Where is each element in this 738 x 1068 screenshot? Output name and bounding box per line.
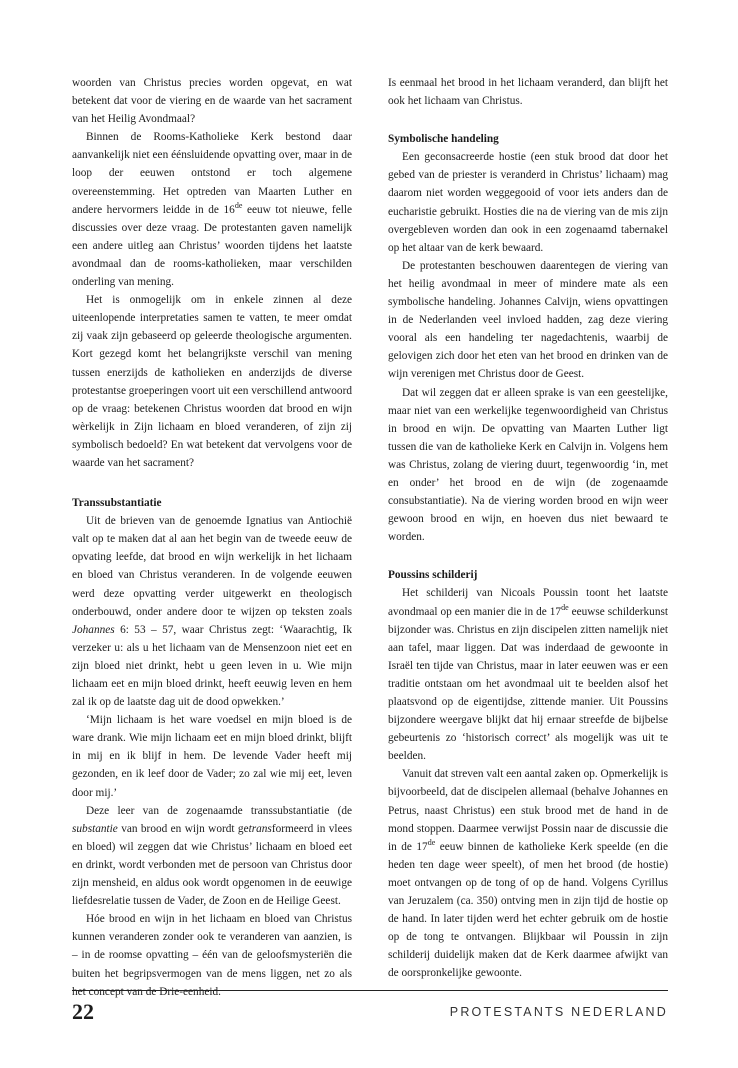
superscript: de xyxy=(234,200,243,210)
left-column xyxy=(72,74,352,1001)
text-run: eeuw tot nieuwe, felle discussies over deze vraag. De protestanten gaven namelijk een andere uitleg aan Christus’ woorden tijdens het laatste avondmaal dan de rooms-katholieken, maar verschilden onderling van mening. xyxy=(72,203,353,289)
paragraph xyxy=(72,802,352,911)
paragraph: Dat wil zeggen dat er alleen sprake is van een geestelijke, maar niet van een werkelijke tegenwoordigheid van Christus in brood en wijn. De opvatting van Maarten Luther ligt tussen die van de katholieke Kerk en Calvijn in. Volgens hem was Christus, zolang de viering duurt, tegenwoordig ‘in, met en onder’ het brood en de wijn (de zogenaamde consubstantiatie). Na de viering worden brood en wijn weer gewoon brood en wijn, en hoeven dus niet bewaard te worden. xyxy=(388,386,668,544)
page-number: 22 xyxy=(72,999,94,1024)
italic-term: substantie xyxy=(72,822,118,835)
text-run: Binnen de Rooms-Katholieke Kerk bestond daar aanvankelijk niet een éénsluidende opvatting over, maar in de loop der eeuwen ontstond er toch algemene overeenstemming. Het optreden van Maarten Luther en andere hervormers leidde in de 16 xyxy=(72,131,352,216)
section-heading: Symbolische handeling xyxy=(388,133,499,146)
section-heading: Transsubstantiatie xyxy=(72,497,162,510)
text-run: Uit de brieven van de genoemde Ignatius van Antiochië valt op te maken dat al aan het begin van de tweede eeuw de opvating leefde, dat brood en wijn werkelijk in het lichaam en bloed van Christus veranderen. In de volgende eeuwen werd deze opvatting verder uitgewerkt en theologisch onderbouwd, onder andere door te wijzen op teksten zoals xyxy=(72,515,352,618)
footer-rule xyxy=(72,990,668,991)
paragraph: woorden van Christus precies worden opgevat, en wat betekent dat voor de viering en de waarde van het sacrament van het Heilig Avondmaal? xyxy=(72,77,352,126)
paragraph xyxy=(388,765,668,982)
text-run: van brood en wijn wordt ge xyxy=(117,822,249,835)
text-run: eeuwse schilderkunst bijzonder was. Christus en zijn discipelen zitten namelijk niet aan tafel, maar liggen. Dat was inderdaad de gewoonte in Israël ten tijde van Christus, maar in later eeuwen was er een traditie ontstaan om het avondmaal uit te beelden alsof het plaatsvond op de eigentijdse, zittende manier. Uit Poussins bijzondere weergave blijkt dat hij ernaar streefde de bijbelse gebeurtenis zo ‘historisch correct’ als mogelijk was uit te beelden. xyxy=(388,605,668,763)
right-column xyxy=(388,74,668,983)
paragraph xyxy=(388,584,668,765)
publication-name: PROTESTANTS NEDERLAND xyxy=(449,1005,668,1019)
text-run: eeuw binnen de katholieke Kerk speelde (en die heden ten dage weer speelt), of men het brood (de hostie) moet ontvangen op de tong of op de hand. Volgens Cyrillus van Jeruzalem (ca. 350) ontving men in zijn tijd de hostie op de hand. In later tijden werd het echter gebruik om de hostie op de tong te ontvangen. Blijkbaar wil Poussin in zijn schilderij duidelijk maken dat de Kerk daarmee afwijkt van de oorspronkelijke gewoonte. xyxy=(388,840,668,980)
paragraph: Is eenmaal het brood in het lichaam veranderd, dan blijft het ook het lichaam van Christus. xyxy=(388,77,668,108)
paragraph: Een geconsacreerde hostie (een stuk brood dat door het gebed van de priester is veranderd in Christus’ lichaam) mag daarom niet worden weggegooid of voor iets anders dan de eucharistie gebruikt. Hosties die na de viering van de mis zijn overgebleven worden dan ook in een zogenaamd tabernakel op het altaar van de kerk bewaard. xyxy=(388,151,668,254)
paragraph: Het is onmogelijk om in enkele zinnen al deze uiteenlopende interpretaties samen te vatten, te meer omdat zij vaak zijn gebaseerd op geleerde theologische argumenten. Kort gezegd komt het belangrijkste verschil van mening tussen enerzijds de katholieken en anderzijds de diverse protestantse groeperingen voort uit een verschillend antwoord op de vraag: betekenen Christus woorden dat brood en wijn wèrkelijk in Zijn lichaam en bloed veranderen, of zijn zij symbolisch bedoeld? En wat betekent dat vervolgens voor de waarde van het sacrament? xyxy=(72,294,352,469)
superscript: de xyxy=(427,837,436,847)
text-run: formeerd in vlees en bloed) wil zeggen dat wie Christus’ lichaam en bloed eet en drinkt, wordt verbonden met de persoon van Christus door zijn mensheid, en aldus ook wordt opgenomen in de eeuwige liefdesrelatie tussen de Vader, de Zoon en de Heilige Geest. xyxy=(72,822,352,908)
italic-reference: Johannes xyxy=(72,623,115,636)
italic-term: trans xyxy=(248,822,272,835)
paragraph xyxy=(72,128,352,291)
text-run: 6: 53 – 57, waar Christus zegt: ‘Waarachtig, Ik verzeker u: als u het lichaam van de Mensenzoon niet eet en zijn bloed niet drinkt, hebt u geen leven in u. Wie mijn lichaam eet en mijn bloed drinkt, heeft eeuwig leven en hem zal ik op de laatste dag uit de dood opwekken.’ xyxy=(72,623,352,709)
paragraph: ‘Mijn lichaam is het ware voedsel en mijn bloed is de ware drank. Wie mijn lichaam eet en mijn bloed drinkt, blijft in mij en ik blijf in hem. De levende Vader heeft mij gezonden, en ik leef door de Vader; zo zal wie mij eet, leven door mij.’ xyxy=(72,714,352,799)
paragraph: Hóe brood en wijn in het lichaam en bloed van Christus kunnen veranderen zonder ook te veranderen van aanzien, is – in de roomse opvatting – één van de geloofsmysteriën die buiten het begripsvermogen van de mens liggen, net zo als het concept van de Drie-eenheid. xyxy=(72,913,352,998)
text-run: Deze leer van de zogenaamde transsubstantiatie (de xyxy=(86,804,352,817)
superscript: de xyxy=(561,602,569,612)
paragraph: De protestanten beschouwen daarentegen de viering van het heilig avondmaal in meer of mindere mate als een symbolische handeling. Johannes Calvijn, wiens opvattingen in de Nederlanden veel invloed hadden, zag deze viering vooral als een handeling ter nagedachtenis, waarbij de gelovigen zich door het eten van het brood en drinken van de wijn verenigen met Christus door de Geest. xyxy=(388,259,668,381)
text-run: Het schilderij van Nicoals Poussin toont het laatste avondmaal op een manier die in de 17 xyxy=(388,587,668,618)
paragraph xyxy=(72,512,352,711)
section-heading: Poussins schilderij xyxy=(388,569,478,582)
text-run: Vanuit dat streven valt een aantal zaken op. Opmerkelijk is bijvoorbeeld, dat de discipelen allemaal (behalve Johannes en Petrus, naast Christus) een stuk brood met de hand in de mond stoppen. Daarmee verwijst Possin naar de discussie die in de 17 xyxy=(388,768,669,853)
